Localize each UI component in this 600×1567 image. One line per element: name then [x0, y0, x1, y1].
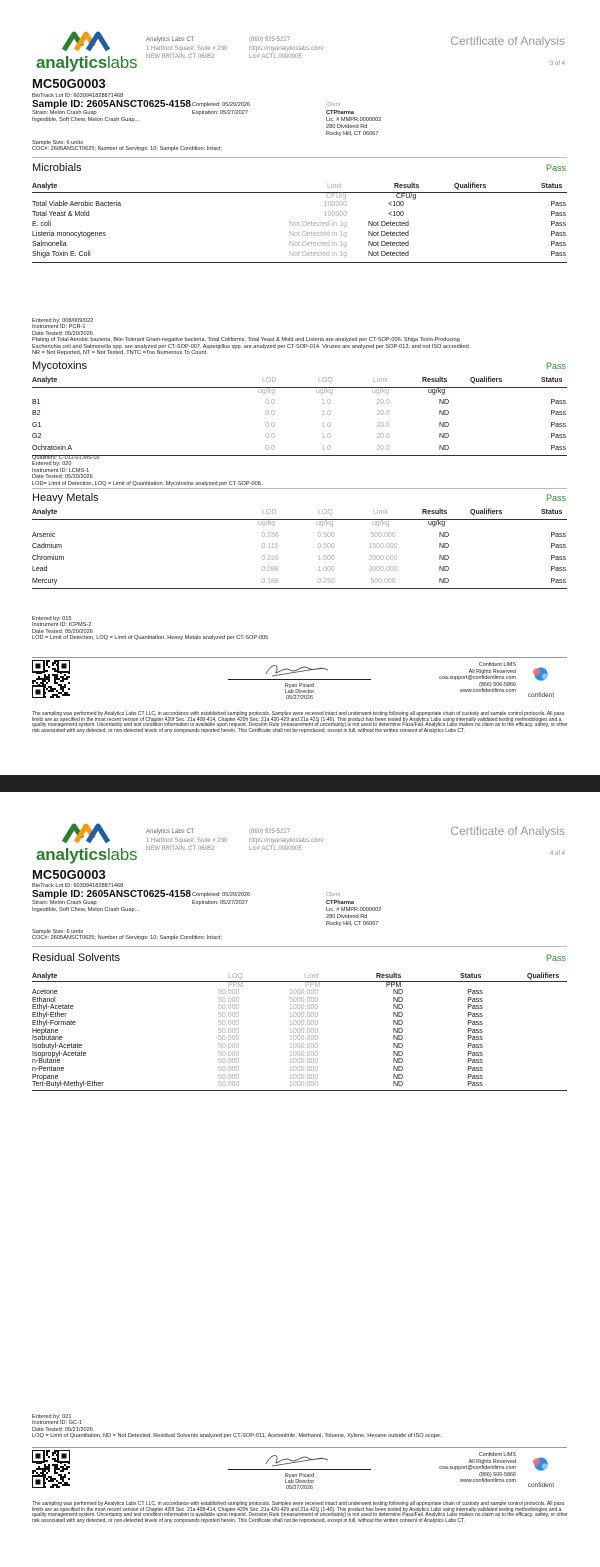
- result-value: ND: [438, 433, 450, 441]
- col-loq: LOQ: [318, 377, 333, 384]
- qr-code-icon[interactable]: [32, 1450, 70, 1488]
- result-value: ND: [438, 543, 450, 551]
- loq-value: 1.0: [321, 444, 331, 452]
- loq-value: 0.250: [317, 577, 335, 585]
- status-value: Pass: [467, 1019, 483, 1027]
- analyte-name: G1: [32, 421, 42, 429]
- coa-page-4: [0, 792, 600, 1567]
- limit-value: 2000.000: [368, 554, 398, 562]
- col-status: Status: [460, 973, 482, 980]
- coc: COC#: 2605ANSCT0625; Number of Servings: 10; Sample Condition: Intact;: [32, 935, 222, 941]
- matrix: Ingestible, Soft Chew, Melon Crash Guap...: [32, 907, 140, 913]
- status-value: Pass: [467, 1035, 483, 1043]
- lod-value: 0.0: [265, 399, 275, 406]
- lod-value: 0.115: [261, 543, 279, 551]
- status-value: Pass: [467, 996, 483, 1004]
- status-value: Pass: [550, 251, 566, 258]
- unit-label: ug/kg: [316, 520, 334, 527]
- client-addr2: Rocky Hill, CT 06067: [326, 921, 379, 927]
- status-value: Pass: [467, 1042, 483, 1050]
- lot-id: MC50G0003: [32, 867, 106, 882]
- microbials-status: Pass: [545, 163, 566, 173]
- unit-label: PPM: [228, 982, 244, 989]
- confident-logo-icon: [526, 666, 556, 688]
- status-value: Pass: [467, 1066, 483, 1073]
- heavy-metals-status: Pass: [545, 493, 566, 503]
- client-label: Client: [326, 892, 341, 898]
- heavy-metals-title: Heavy Metals: [32, 492, 99, 504]
- result-value: <100: [388, 211, 404, 218]
- lod-value: 0.188: [261, 577, 279, 585]
- result-value: Not Detected: [368, 251, 409, 258]
- loq-value: 50.000: [218, 1042, 240, 1050]
- col-qualifiers: Qualifiers: [454, 183, 487, 190]
- loq-value: 1.0: [321, 421, 331, 429]
- analyte-name: Acetone: [32, 989, 58, 996]
- logo-text: analyticslabs: [36, 53, 138, 72]
- strain: Strain: Melon Crash Guap: [32, 900, 97, 906]
- status-value: Pass: [550, 566, 566, 574]
- lot-id: MC50G0003: [32, 76, 106, 91]
- biotrack-id: BioTrack Lot ID: 6030941828871468: [32, 883, 124, 889]
- analytics-labs-logo: [32, 822, 138, 864]
- limit-value: 20.0: [376, 433, 390, 441]
- loq-value: 50.000: [218, 1073, 240, 1081]
- status-value: Pass: [550, 211, 566, 218]
- limit-value: 1000.000: [289, 1081, 319, 1089]
- logo-mark-icon: [62, 30, 112, 52]
- loq-value: 0.500: [317, 532, 335, 539]
- status-value: Pass: [550, 433, 566, 441]
- status-value: Pass: [550, 241, 566, 248]
- loq-value: 50.000: [218, 1019, 240, 1027]
- client-label: Client: [326, 102, 341, 108]
- sample-size: Sample Size: 6 units: [32, 140, 83, 146]
- result-value: ND: [392, 996, 404, 1004]
- analyte-name: Tert-Butyl-Methyl-Ether: [32, 1081, 104, 1089]
- limit-value: 1000.000: [289, 1019, 319, 1027]
- client-addr1: 280 Dividend Rd: [326, 124, 368, 130]
- solvents-title: Residual Solvents: [32, 952, 121, 964]
- limit-value: 1000.000: [289, 1012, 319, 1020]
- lod-value: 0.0: [265, 410, 275, 418]
- lod-value: 0.0: [265, 433, 275, 441]
- client-lic: Lic. # MMPR.0000002: [326, 117, 382, 123]
- analyte-name: Cadmium: [32, 543, 62, 551]
- col-limit: Limit: [373, 509, 388, 516]
- analyte-name: Mercury: [32, 577, 58, 585]
- microbials-title: Microbials: [32, 162, 82, 174]
- coa-page-3: [0, 0, 600, 775]
- status-value: Pass: [467, 1058, 483, 1066]
- page-separator: [0, 775, 600, 792]
- col-qualifiers: Qualifiers: [527, 973, 560, 980]
- limit-value: 20.0: [376, 410, 390, 418]
- status-value: Pass: [550, 221, 566, 228]
- analyte-name: Ethanol: [32, 996, 56, 1004]
- col-results: Results: [422, 377, 448, 384]
- col-status: Status: [541, 183, 563, 190]
- unit-label: ug/kg: [372, 388, 390, 395]
- analyte-name: Shiga Toxin E. Coli: [32, 251, 91, 258]
- page-number: 3 of 4: [549, 61, 565, 67]
- limit-value: 20.0: [376, 399, 390, 406]
- result-value: ND: [392, 1073, 404, 1081]
- analyte-name: E. coli: [32, 221, 52, 228]
- col-results: Results: [394, 183, 420, 190]
- analyte-name: Heptane: [32, 1027, 59, 1035]
- status-value: Pass: [467, 1012, 483, 1020]
- result-value: ND: [438, 566, 450, 574]
- status-value: Pass: [550, 399, 566, 406]
- analyte-name: G2: [32, 433, 42, 441]
- loq-value: 1.0: [321, 399, 331, 406]
- page-number: 4 of 4: [549, 851, 565, 857]
- analyte-name: Isobutyl-Acetate: [32, 1042, 83, 1050]
- loq-value: 1.0: [321, 433, 331, 441]
- mycotoxins-status: Pass: [545, 361, 566, 371]
- company-contact: (860) 925-5227 https://myanalyticslabs.com/ Lic# ACTL.0000005: [249, 37, 325, 60]
- result-value: ND: [392, 1081, 404, 1089]
- signature-block: Ryan Picard Lab Director 05/27/2026: [284, 1473, 315, 1491]
- confident-lims-info: Confident LIMS All Rights Reserved coa.support@confidentlims.com (866) 506-5866 www.confidentlims.com: [439, 1452, 516, 1485]
- matrix: Ingestible, Soft Chew, Melon Crash Guap...: [32, 117, 140, 123]
- sample-id: Sample ID: 2605ANSCT0625-4158: [32, 99, 191, 110]
- loq-value: 50.000: [218, 1058, 240, 1066]
- result-value: ND: [392, 989, 404, 996]
- limit-value: 1000.000: [289, 1073, 319, 1081]
- sample-size: Sample Size: 6 units: [32, 929, 83, 935]
- lod-value: 0.216: [261, 554, 279, 562]
- confident-logo: confident: [526, 1456, 556, 1486]
- confident-lims-info: Confident LIMS All Rights Reserved coa.support@confidentlims.com (866) 506-5866 www.confidentlims.com: [439, 662, 516, 695]
- mycotoxins-title: Mycotoxins: [32, 360, 88, 372]
- result-value: ND: [438, 399, 450, 406]
- analyte-name: Isopropyl-Acetate: [32, 1050, 87, 1058]
- limit-value: 1000.000: [289, 1042, 319, 1050]
- result-value: ND: [392, 1012, 404, 1020]
- result-value: ND: [392, 1042, 404, 1050]
- result-value: ND: [438, 444, 450, 452]
- sample-id: Sample ID: 2605ANSCT0625-4158: [32, 889, 191, 900]
- col-qualifiers: Qualifiers: [470, 377, 503, 384]
- unit-label: ug/kg: [428, 520, 446, 527]
- limit-value: 20.0: [376, 444, 390, 452]
- status-value: Pass: [550, 444, 566, 452]
- doc-title: Certificate of Analysis: [450, 824, 565, 838]
- loq-value: 50.000: [218, 1004, 240, 1012]
- analyte-name: Isobutane: [32, 1035, 63, 1043]
- col-limit: Limit: [304, 973, 319, 980]
- status-value: Pass: [550, 421, 566, 429]
- loq-value: 50.000: [218, 1050, 240, 1058]
- result-value: ND: [438, 410, 450, 418]
- status-value: Pass: [467, 1004, 483, 1012]
- result-value: ND: [438, 421, 450, 429]
- client-lic: Lic. # MMPR.0000002: [326, 907, 382, 913]
- status-value: Pass: [467, 989, 483, 996]
- analyte-name: Propane: [32, 1073, 59, 1081]
- expiration-date: Expiration: 05/27/2027: [192, 110, 248, 116]
- analyte-name: Lead: [32, 566, 48, 574]
- col-status: Status: [541, 509, 563, 516]
- lod-value: 0.088: [261, 566, 279, 574]
- status-value: Pass: [550, 543, 566, 551]
- loq-value: 50.000: [218, 1066, 240, 1073]
- col-results: Results: [376, 973, 402, 980]
- loq-value: 50.000: [218, 996, 240, 1004]
- col-lod: LOD: [262, 377, 277, 384]
- limit-value: Not Detected in 1g: [289, 231, 347, 238]
- result-value: ND: [392, 1004, 404, 1012]
- loq-value: 0.500: [317, 543, 335, 551]
- loq-value: 50.000: [218, 989, 240, 996]
- col-results: Results: [422, 509, 448, 516]
- analytics-labs-logo: [32, 30, 138, 72]
- unit-label: ug/kg: [258, 520, 276, 527]
- limit-value: 100000: [323, 211, 347, 218]
- lod-value: 0.0: [265, 444, 275, 452]
- limit-value: 1000.000: [289, 1066, 319, 1073]
- analyte-name: Chromium: [32, 554, 65, 562]
- status-value: Pass: [550, 231, 566, 238]
- unit-label: ug/kg: [316, 388, 334, 395]
- mycotoxins-notes: Qualifiers: C-011-01,MS-03 Entered by: 020 Instrument ID: LCMS-1 Date Tested: 05/20/2026 LOD= Limit of Detection, LOQ = Limit of Quantitation. Mycotoxins analyzed per CT-SOP-008.: [32, 455, 263, 487]
- col-loq: LOQ: [318, 509, 333, 516]
- status-value: Pass: [550, 554, 566, 562]
- status-value: Pass: [467, 1050, 483, 1058]
- limit-value: Not Detected in 1g: [289, 221, 347, 228]
- status-value: Pass: [550, 201, 566, 208]
- company-contact: (860) 925-5227 https://myanalyticslabs.com/ Lic# ACTL.0000005: [249, 829, 325, 852]
- col-loq: LOQ: [228, 973, 243, 980]
- analyte-name: Ethyl-Ether: [32, 1012, 67, 1020]
- result-value: Not Detected: [368, 231, 409, 238]
- completed-date: Completed: 05/20/2026: [192, 102, 251, 108]
- loq-value: 1.000: [317, 554, 335, 562]
- completed-date: Completed: 05/20/2026: [192, 892, 251, 898]
- loq-value: 1.0: [321, 410, 331, 418]
- status-value: Pass: [467, 1027, 483, 1035]
- confident-logo-icon: [526, 1456, 556, 1478]
- lod-value: 0.236: [261, 532, 279, 539]
- limit-value: Not Detected in 1g: [289, 241, 347, 248]
- company-address: Analytics Labs CT 1 Hartford Square, Suite # 230 NEW BRITAIN, CT 06052: [146, 829, 228, 852]
- analyte-name: Total Viable Aerobic Bacteria: [32, 201, 121, 208]
- limit-value: 1000.000: [289, 1004, 319, 1012]
- limit-value: 1000.000: [289, 1035, 319, 1043]
- col-analyte: Analyte: [32, 183, 58, 190]
- result-value: ND: [438, 532, 450, 539]
- col-lod: LOD: [262, 509, 277, 516]
- analyte-name: Listeria monocytogenes: [32, 231, 106, 238]
- analyte-name: Ochratoxin A: [32, 444, 73, 452]
- solvents-notes: Entered by: 021 Instrument ID: GC-1 Date Tested: 05/21/2026 LOQ = Limit of Quantitation, ND = Not Detected. Residual Solvents analyzed per CT-SOP-011, Acetonitrile, Methanol, Toluene, Xylene, Hexane outside of ISO scope.: [32, 1414, 442, 1440]
- limit-value: 1000.000: [289, 1058, 319, 1066]
- analyte-name: Total Yeast & Mold: [32, 211, 90, 218]
- microbials-notes: Entered by: 008/009/022 Instrument ID: PCR-1 Date Tested: 05/20/2026 Plating of Total Aerobic bacteria, Bile-Tolerant Gram-negative bacteria, Total Coliforms, Total Yeast & Mold and Listeria are analyzed per CT-SOP-006. Shiga Toxin-Producing Escherichia coli and Salmonella spp. are analyzed per CT-SOP-007. Aspergillus spp. are analyzed per CT-SOP-014. Viruses are analyzed per SOP-013, and not ISO accredited. NR = Not Reported, NT = Not Tested, TNTC =Too Numerous To Count.: [32, 318, 471, 357]
- col-analyte: Analyte: [32, 973, 58, 980]
- analyte-name: B2: [32, 410, 41, 418]
- result-value: ND: [392, 1066, 404, 1073]
- biotrack-id: BioTrack Lot ID: 6030941828871468: [32, 93, 124, 99]
- qr-code-icon[interactable]: [32, 660, 70, 698]
- analyte-name: Salmonella: [32, 241, 67, 248]
- limit-value: 3000.000: [368, 566, 398, 574]
- logo-text: analyticslabs: [36, 845, 138, 864]
- disclaimer: The sampling was performed by Analytics Labs CT LLC, in accordance with established sampling protocols. Samples were received intact and underwent testing following all appropriate chain of custody and sample control protocols. All pass limits are as specified in the most recent version of Chapter 420f Sec. 21a 408-414, Chapter 420h Sec. 21a 420-429 and 21a 421j (1-40). This product has been tested by Analytics Labs using internally validated testing methodologies and a quality management system. Uncertainty and test condition information is available upon request. Decision Rule (measurement of uncertainty) is not used to determine Pass/Fail. Analytics Labs makes no claim as to the efficacy, safety, or other risk associated with any detected, or non-detected levels of any compounds reported herein. This Certificate shall not be reproduced, except in full, without the written consent of Analytics Labs CT.: [32, 1501, 568, 1525]
- limit-value: 100000: [323, 201, 347, 208]
- status-value: Pass: [467, 1073, 483, 1081]
- status-value: Pass: [550, 532, 566, 539]
- result-value: <100: [388, 201, 404, 208]
- client-name: CTPharma: [326, 110, 354, 116]
- limit-value: 500.000: [370, 577, 396, 585]
- limit-value: 20.0: [376, 421, 390, 429]
- limit-value: 1000.000: [289, 1050, 319, 1058]
- analyte-name: Arsenic: [32, 532, 56, 539]
- result-value: ND: [392, 1050, 404, 1058]
- expiration-date: Expiration: 05/27/2027: [192, 900, 248, 906]
- loq-value: 50.000: [218, 1081, 240, 1089]
- doc-title: Certificate of Analysis: [450, 34, 565, 48]
- unit-label: PPM: [305, 982, 321, 989]
- result-value: Not Detected: [368, 221, 409, 228]
- client-name: CTPharma: [326, 900, 354, 906]
- client-addr1: 280 Dividend Rd: [326, 914, 368, 920]
- analyte-name: Ethyl-Formate: [32, 1019, 76, 1027]
- lod-value: 0.0: [265, 421, 275, 429]
- col-analyte: Analyte: [32, 377, 58, 384]
- loq-value: 50.000: [218, 1012, 240, 1020]
- col-limit: Limit: [327, 183, 342, 190]
- strain: Strain: Melon Crash Guap: [32, 110, 97, 116]
- analyte-name: Ethyl-Acetate: [32, 1004, 74, 1012]
- limit-value: 1000.000: [289, 1027, 319, 1035]
- unit-results: CFU/g: [396, 193, 417, 200]
- limit-value: 500.000: [370, 532, 396, 539]
- col-analyte: Analyte: [32, 509, 58, 516]
- analyte-name: n-Butane: [32, 1058, 61, 1066]
- client-addr2: Rocky Hill, CT 06067: [326, 131, 379, 137]
- result-value: ND: [438, 577, 450, 585]
- col-qualifiers: Qualifiers: [470, 509, 503, 516]
- limit-value: Not Detected in 1g: [289, 251, 347, 258]
- disclaimer: The sampling was performed by Analytics Labs CT LLC, in accordance with established sampling protocols. Samples were received intact and underwent testing following all appropriate chain of custody and sample control protocols. All pass limits are as specified in the most recent version of Chapter 420f Sec. 21a 408-414, Chapter 420h Sec. 21a 420-429 and 21a 421j (1-40). This product has been tested by Analytics Labs using internally validated testing methodologies and a quality management system. Uncertainty and test condition information is available upon request. Decision Rule (measurement of uncertainty) is not used to determine Pass/Fail. Analytics Labs makes no claim as to the efficacy, safety, or other risk associated with any detected, or non-detected levels of any compounds reported herein. This Certificate shall not be reproduced, except in full, without the written consent of Analytics Labs CT.: [32, 711, 568, 735]
- result-value: ND: [392, 1027, 404, 1035]
- limit-value: 1500.000: [368, 543, 398, 551]
- signature-icon: [262, 660, 332, 680]
- status-value: Pass: [550, 410, 566, 418]
- col-limit: Limit: [373, 377, 388, 384]
- unit-label: PPM: [386, 982, 402, 989]
- limit-value: 1000.000: [289, 989, 319, 996]
- limit-value: 5000.000: [289, 996, 319, 1004]
- unit-label: ug/kg: [258, 388, 276, 395]
- analyte-name: B1: [32, 399, 41, 406]
- loq-value: 50.000: [218, 1027, 240, 1035]
- result-value: ND: [392, 1035, 404, 1043]
- result-value: ND: [438, 554, 450, 562]
- unit-label: ug/kg: [372, 520, 390, 527]
- col-status: Status: [541, 377, 563, 384]
- status-value: Pass: [550, 577, 566, 585]
- company-address: Analytics Labs CT 1 Hartford Square, Suite # 230 NEW BRITAIN, CT 06052: [146, 37, 228, 60]
- loq-value: 50.000: [218, 1035, 240, 1043]
- result-value: ND: [392, 1019, 404, 1027]
- logo-mark-icon: [62, 822, 112, 844]
- solvents-status: Pass: [545, 953, 566, 963]
- unit-label: ug/kg: [428, 388, 446, 395]
- result-value: ND: [392, 1058, 404, 1066]
- result-value: Not Detected: [368, 241, 409, 248]
- signature-icon: [262, 1450, 332, 1470]
- confident-logo: confident: [526, 666, 556, 696]
- analyte-name: n-Pentane: [32, 1066, 65, 1073]
- unit-limit: CFU/g: [326, 193, 347, 200]
- heavy-metals-notes: Entered by: 015 Instrument ID: ICPMS-2 Date Tested: 05/20/2026 LOD = Limit of Detection, LOQ = Limit of Quantitation. Heavy Metals analyzed per CT-SOP-005: [32, 616, 269, 642]
- coc: COC#: 2605ANSCT0625; Number of Servings: 10; Sample Condition: Intact;: [32, 146, 222, 152]
- loq-value: 1.000: [317, 566, 335, 574]
- signature-block: Ryan Picard Lab Director 05/27/2026: [284, 683, 315, 701]
- status-value: Pass: [467, 1081, 483, 1089]
